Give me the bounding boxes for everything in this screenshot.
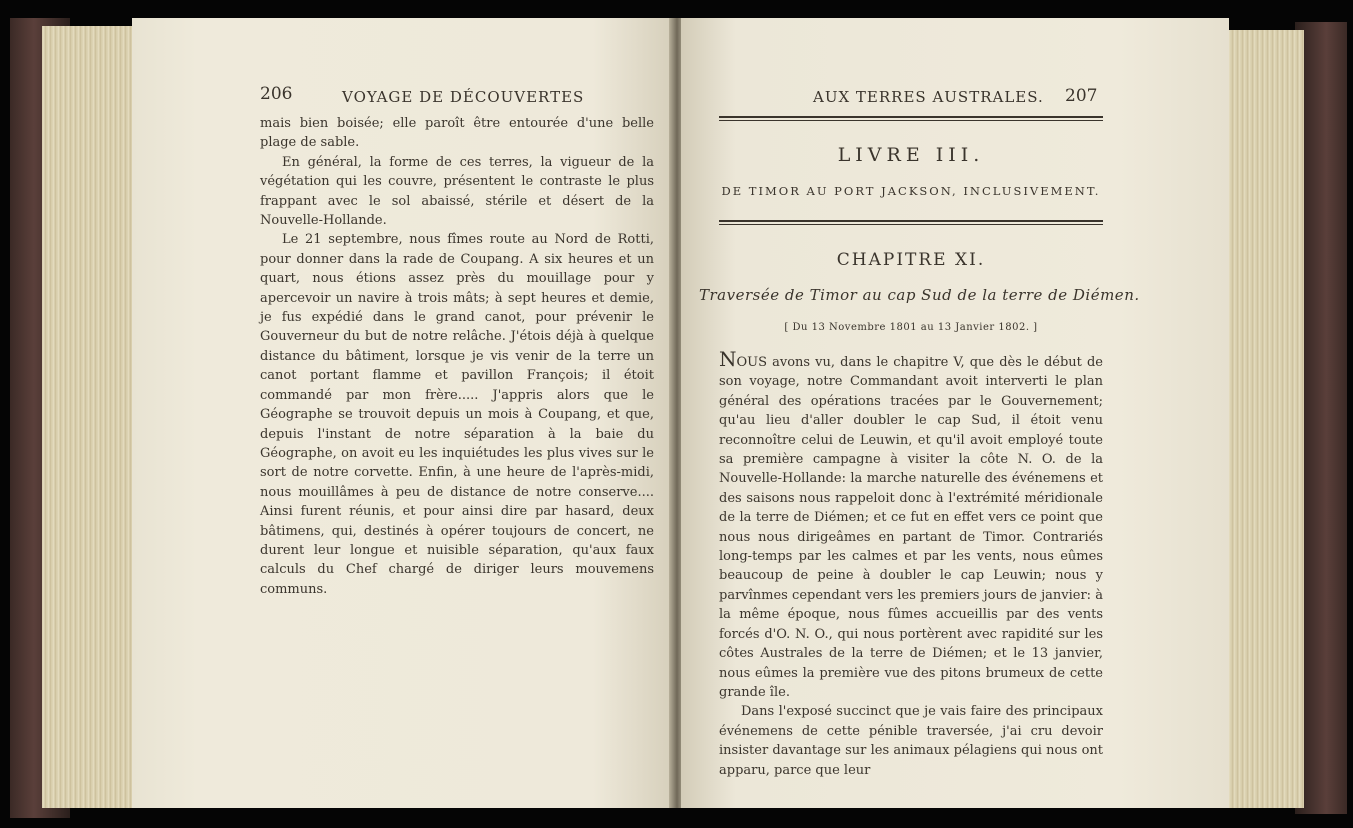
right-body-text bbox=[719, 347, 1103, 780]
paragraph: Dans l'exposé succinct que je vais faire des principaux événemens de cette pénible traversée, j'ai cru devoir insister davantage sur les animaux pélagiens qui nous ont apparu, parce que leur bbox=[719, 704, 1103, 778]
section-rule bbox=[719, 220, 1103, 222]
page-edges-right bbox=[1226, 30, 1304, 808]
double-rule bbox=[719, 116, 1103, 118]
paragraph: mais bien boisée; elle paroît être entourée d'une belle plage de sable. bbox=[260, 116, 654, 151]
left-page bbox=[132, 18, 674, 808]
drop-cap: N bbox=[719, 347, 737, 371]
left-page-number: 206 bbox=[260, 84, 293, 104]
book-subtitle: DE TIMOR AU PORT JACKSON, INCLUSIVEMENT. bbox=[721, 184, 1101, 198]
section-rule-thin bbox=[719, 224, 1103, 225]
paragraph: Le 21 septembre, nous fîmes route au Nord de Rotti, pour donner dans la rade de Coupang. A six heures et un quart, nous étions assez près du mouillage pour y apercevoir un navire à trois mâts; à sept heures et demie, je fus expédié dans le grand canot, pour prévenir le Gouverneur du but de notre relâche. J'étois déjà à quelque distance du bâtiment, lorsque je vis venir de la terre un canot portant flamme et pavillon François; il étoit commandé par mon frère..... J'appris alors que le Géographe se trouvoit depuis un mois à Coupang, et que, depuis l'instant de notre séparation à la baie du Géographe, on avoit eu les inquiétudes les plus vives sur le sort de notre corvette. Enfin, à une heure de l'après-midi, nous mouillâmes à peu de distance de notre conserve.... Ainsi furent réunis, et pour ainsi dire par hasard, deux bâtimens, qui, destinés à opérer toujours de concert, ne durent leur longue et nuisible séparation, qu'aux faux calculs du Chef chargé de diriger leurs mouvemens communs. bbox=[260, 232, 654, 597]
book-title: LIVRE III. bbox=[837, 144, 985, 166]
chapter-subtitle: Traversée de Timor au cap Sud de la terre de Diémen. bbox=[699, 286, 1140, 304]
right-page-number: 207 bbox=[1065, 86, 1098, 106]
chapter-dates: [ Du 13 Novembre 1801 au 13 Janvier 1802. ] bbox=[784, 322, 1038, 333]
left-body-text bbox=[260, 114, 654, 599]
right-running-head: AUX TERRES AUSTRALES. bbox=[813, 88, 1044, 106]
page-edges-left bbox=[42, 26, 142, 808]
right-page bbox=[681, 18, 1229, 808]
double-rule-thin bbox=[719, 120, 1103, 121]
left-running-head: VOYAGE DE DÉCOUVERTES bbox=[342, 88, 585, 106]
paragraph: En général, la forme de ces terres, la vigueur de la végétation qui les couvre, présentent le contraste le plus frappant avec le sol abaissé, stérile et désert de la Nouvelle-Hollande. bbox=[260, 154, 654, 229]
paragraph-text: OUS avons vu, dans le chapitre V, que dès le début de son voyage, notre Commandant avoit interverti le plan général des opérations tracées par le Gouvernement; qu'au lieu d'aller doubler le cap Sud, il étoit venu reconnoître celui de Leuwin, et qu'il avoit employé toute sa première campagne à visiter la côte N. O. de la Nouvelle-Hollande: la marche naturelle des événemens et des saisons nous rappeloit donc à l'extrémité méridionale de la terre de Diémen; et ce fut en effet vers ce point que nous nous dirigeâmes en partant de Timor. Contrariés long-temps par les calmes et par les vents, nous eûmes beaucoup de peine à doubler le cap Leuwin; nous y parvînmes cependant vers les premiers jours de janvier: à la même époque, nous fûmes accueillis par des vents forcés d'O. N. O., qui nous portèrent avec rapidité sur les côtes Australes de la terre de Diémen; et le 13 janvier, nous eûmes la première vue des pitons brumeux de cette grande île. bbox=[719, 355, 1103, 700]
paragraph bbox=[719, 347, 1103, 702]
chapter-title: CHAPITRE XI. bbox=[836, 250, 986, 270]
